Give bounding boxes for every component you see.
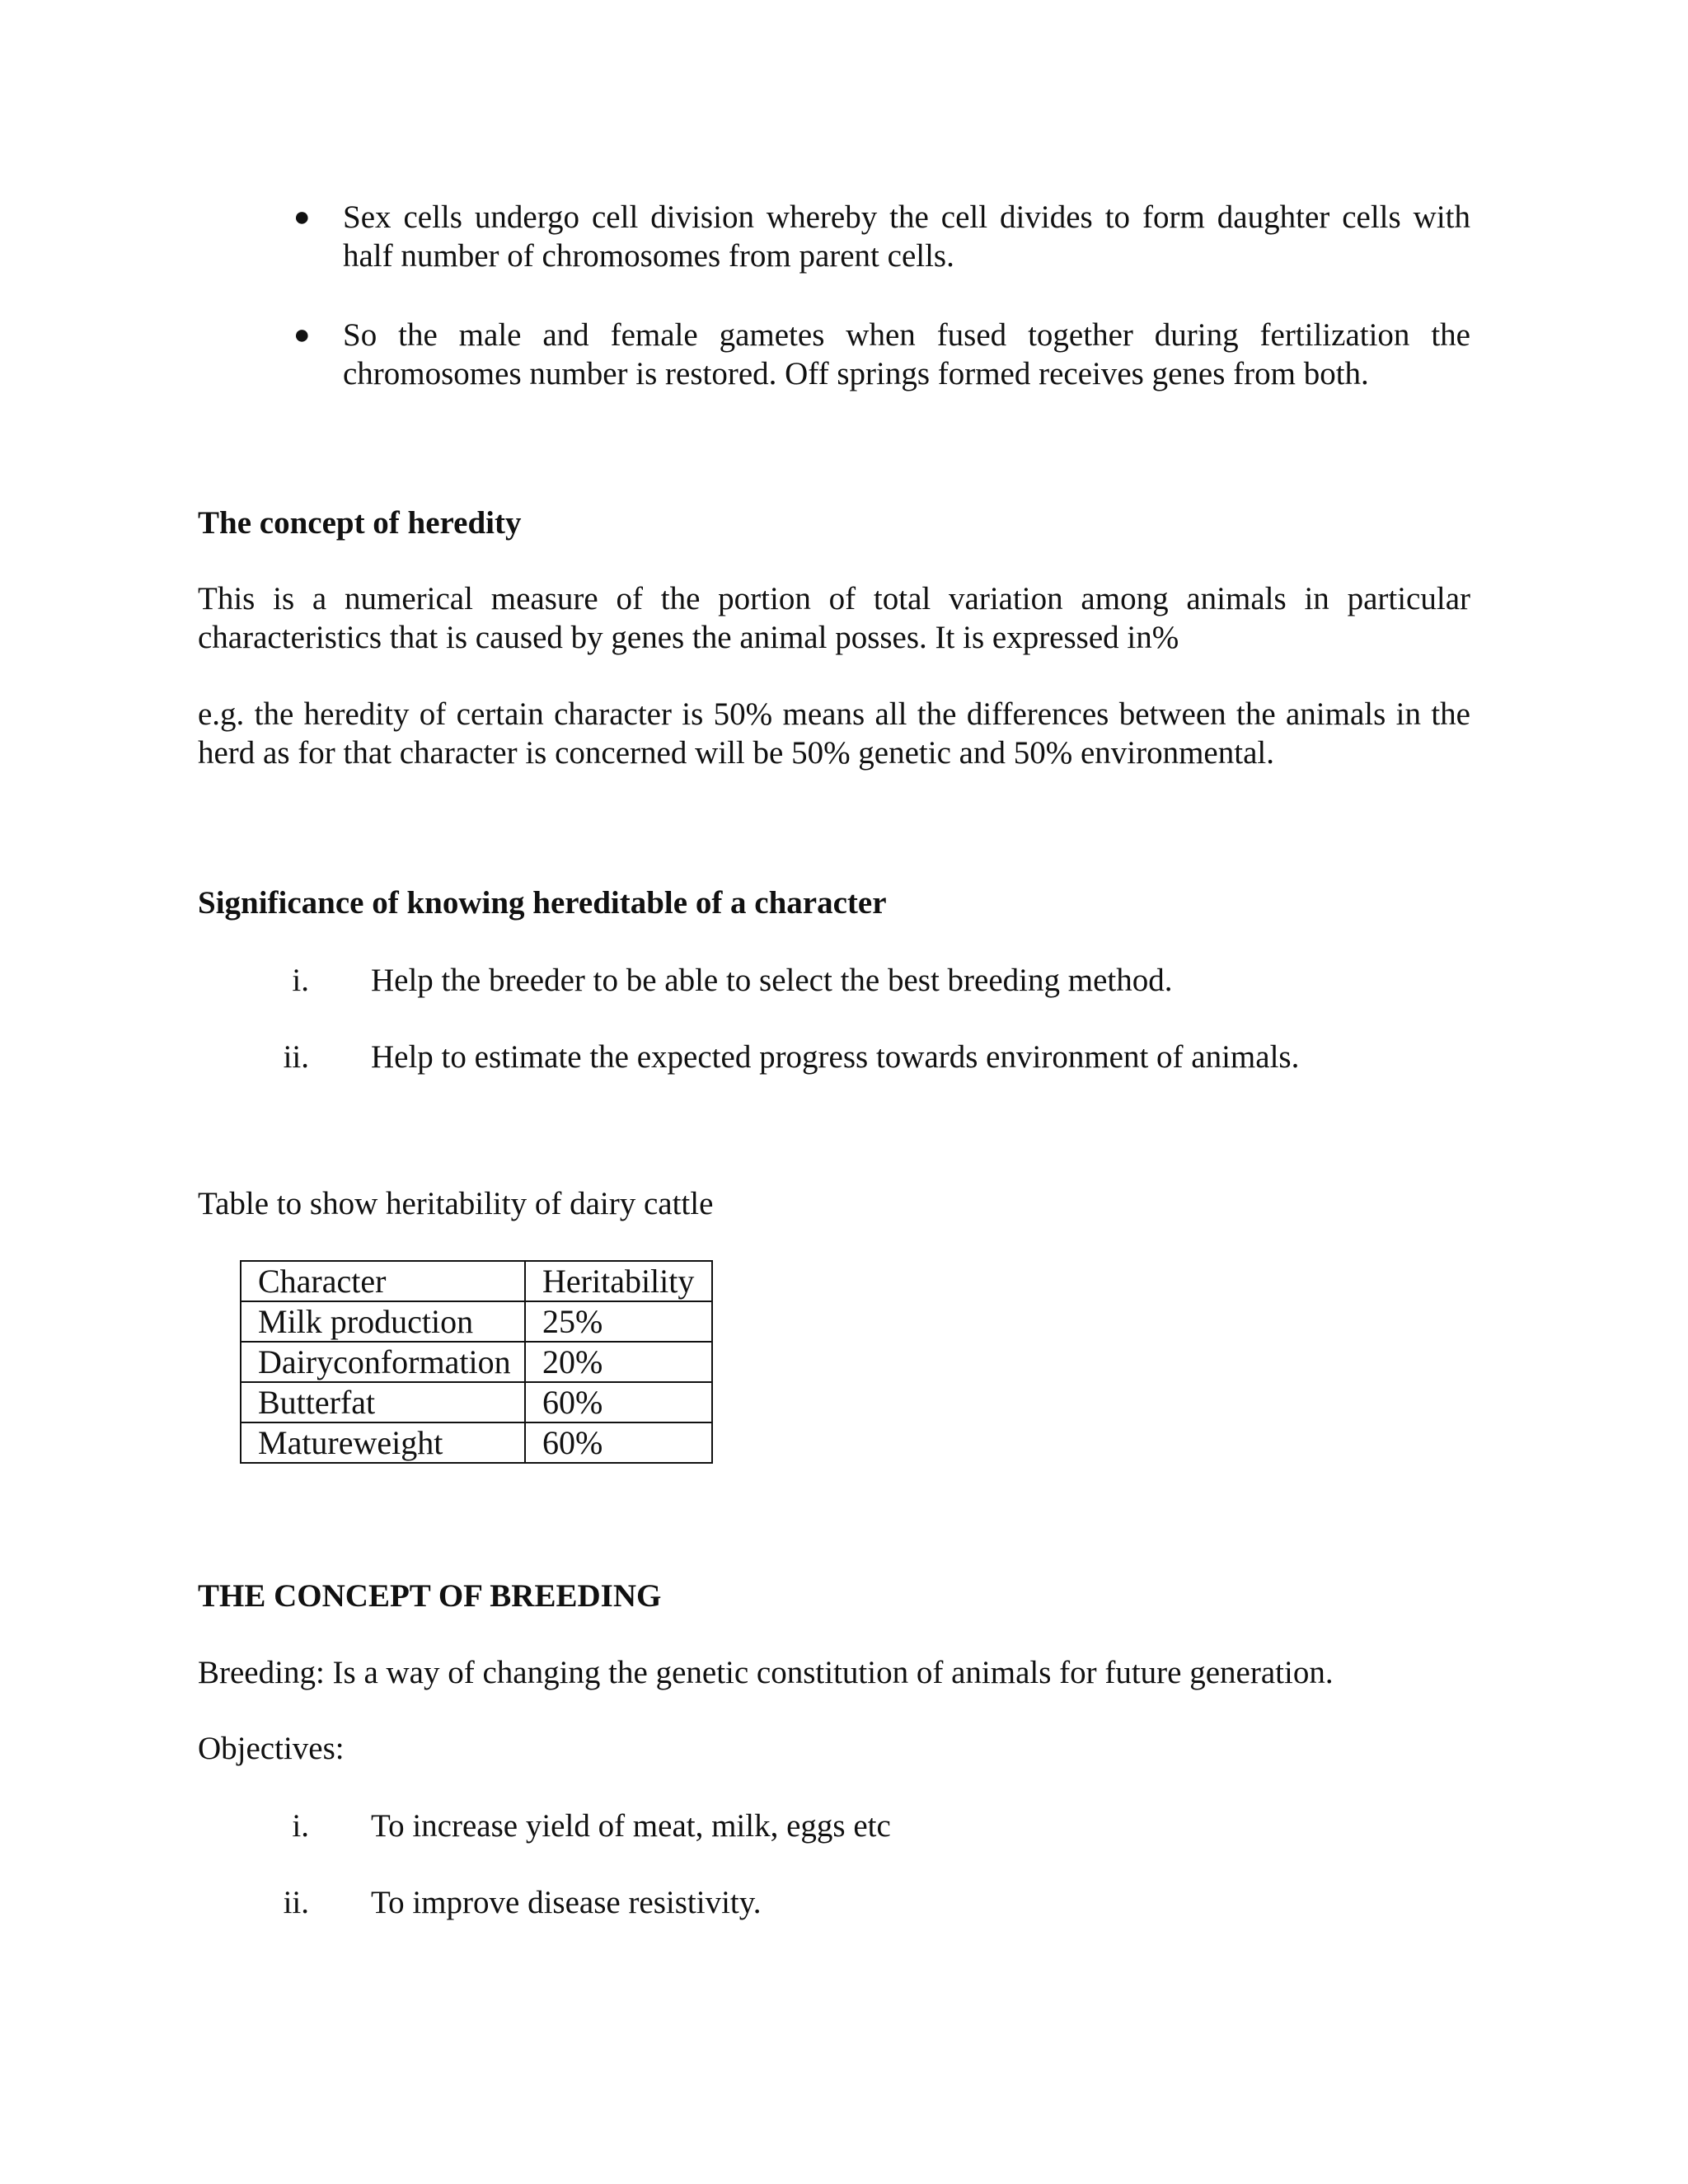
table-cell: 60% bbox=[525, 1422, 712, 1463]
table-cell: 20% bbox=[525, 1342, 712, 1382]
table-caption: Table to show heritability of dairy cattle bbox=[198, 1186, 714, 1221]
objective-item-1: To increase yield of meat, milk, eggs etc bbox=[371, 1808, 891, 1844]
table-cell: 25% bbox=[525, 1301, 712, 1342]
heredity-definition: This is a numerical measure of the portion of total variation among animals in particular characteristics that is caused by genes the animal posses. It is expressed in% bbox=[198, 581, 1470, 655]
heritability-table bbox=[240, 1260, 713, 1464]
breeding-definition: Breeding: Is a way of changing the genetic constitution of animals for future generation. bbox=[198, 1655, 1334, 1690]
list-number: ii. bbox=[283, 1885, 309, 1920]
list-number: i. bbox=[292, 1808, 309, 1844]
bullet-item-2: So the male and female gametes when fused together during fertilization the chromosomes number is restored. Off springs formed receives genes from both. bbox=[343, 317, 1470, 391]
table-cell: Milk production bbox=[241, 1301, 525, 1342]
column-header-character: Character bbox=[241, 1261, 525, 1301]
heredity-heading: The concept of heredity bbox=[198, 505, 522, 541]
breeding-heading: THE CONCEPT OF BREEDING bbox=[198, 1578, 662, 1614]
table-cell: Matureweight bbox=[241, 1422, 525, 1463]
table-cell: Butterfat bbox=[241, 1382, 525, 1422]
bullet-dot-icon: ● bbox=[293, 202, 311, 232]
list-number: i. bbox=[292, 963, 309, 998]
objective-item-2: To improve disease resistivity. bbox=[371, 1885, 762, 1920]
table-cell: Dairyconformation bbox=[241, 1342, 525, 1382]
bullet-item-1: Sex cells undergo cell division whereby the cell divides to form daughter cells with half number of chromosomes from parent cells. bbox=[343, 199, 1470, 274]
significance-heading: Significance of knowing hereditable of a character bbox=[198, 885, 887, 921]
table-row bbox=[241, 1342, 712, 1382]
table-row bbox=[241, 1382, 712, 1422]
significance-item-2: Help to estimate the expected progress towards environment of animals. bbox=[371, 1039, 1300, 1075]
table-cell: 60% bbox=[525, 1382, 712, 1422]
bullet-dot-icon: ● bbox=[293, 320, 311, 350]
heredity-example: e.g. the heredity of certain character is 50% means all the differences between the animals in the herd as for that character is concerned will be 50% genetic and 50% environmental. bbox=[198, 696, 1470, 771]
objectives-label: Objectives: bbox=[198, 1731, 345, 1766]
significance-item-1: Help the breeder to be able to select the best breeding method. bbox=[371, 963, 1173, 998]
table-row bbox=[241, 1301, 712, 1342]
table-header-row bbox=[241, 1261, 712, 1301]
table-row bbox=[241, 1422, 712, 1463]
list-number: ii. bbox=[283, 1039, 309, 1075]
column-header-heritability: Heritability bbox=[525, 1261, 712, 1301]
